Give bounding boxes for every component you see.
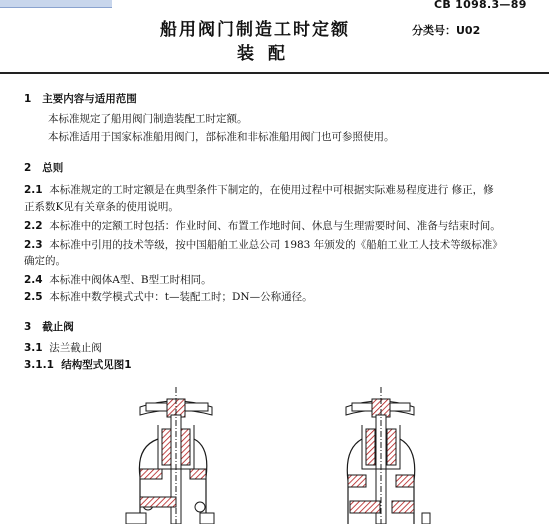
header-rule [0,72,549,74]
document-title: 船用阀门制造工时定额 [160,20,350,40]
subsection-number: 3.1 [24,342,43,354]
valve-drawing-right [346,387,430,524]
paragraph: 本标准规定了船用阀门制造装配工时定额。 [48,113,248,125]
section-number: 1 [24,93,32,105]
clause-text: 本标准中的定额工时包括：作业时间、布置工作地时间、休息与生理需要时间、准备与结束时间。 [49,220,501,232]
document-subtitle: 装配 [237,44,299,64]
subsection [24,357,132,372]
subsection [24,340,102,355]
section-number: 3 [24,321,32,333]
section-heading [24,91,137,106]
standard-number: CB 1098.3—89 [434,0,527,11]
section-title: 主要内容与适用范围 [42,93,137,105]
clause-number: 2.1 [24,184,43,196]
classification-code: 分类号：U02 [412,24,481,37]
clause [24,218,501,233]
clause [24,289,313,304]
valve-drawing-figure [0,385,549,524]
clause-continuation: 正系数K见有关章条的使用说明。 [24,201,179,213]
clause [24,182,494,197]
clause [24,237,503,252]
valve-drawing-left [126,387,214,524]
subsection-title: 结构型式见图1 [61,359,132,371]
section-title: 截止阀 [42,321,74,333]
clause-text: 本标准中阀体A型、B型工时相同。 [49,274,212,286]
paragraph: 本标准适用于国家标准船用阀门，部标准和非标准船用阀门也可参照使用。 [48,131,395,143]
viewer-corner-mark [0,0,112,8]
section-title: 总则 [42,162,64,174]
clause-continuation: 确定的。 [24,255,66,267]
subsection-number: 3.1.1 [24,359,54,371]
subsection-title: 法兰截止阀 [49,342,102,354]
section-number: 2 [24,162,32,174]
clause-number: 2.3 [24,239,43,251]
section-heading [24,160,63,175]
clause-text: 本标准规定的工时定额是在典型条件下制定的，在使用过程中可根据实际难易程度进行 修正，修 [49,184,494,196]
clause-number: 2.4 [24,274,43,286]
clause [24,272,212,287]
clause-number: 2.5 [24,291,43,303]
section-heading [24,319,74,334]
clause-number: 2.2 [24,220,43,232]
clause-text: 本标准中引用的技术等级，按中国船舶工业总公司 1983 年颁发的《船舶工业工人技术等级标准》 [49,239,503,251]
clause-text: 本标准中数学模式式中：t—装配工时；DN—公称通径。 [49,291,313,303]
